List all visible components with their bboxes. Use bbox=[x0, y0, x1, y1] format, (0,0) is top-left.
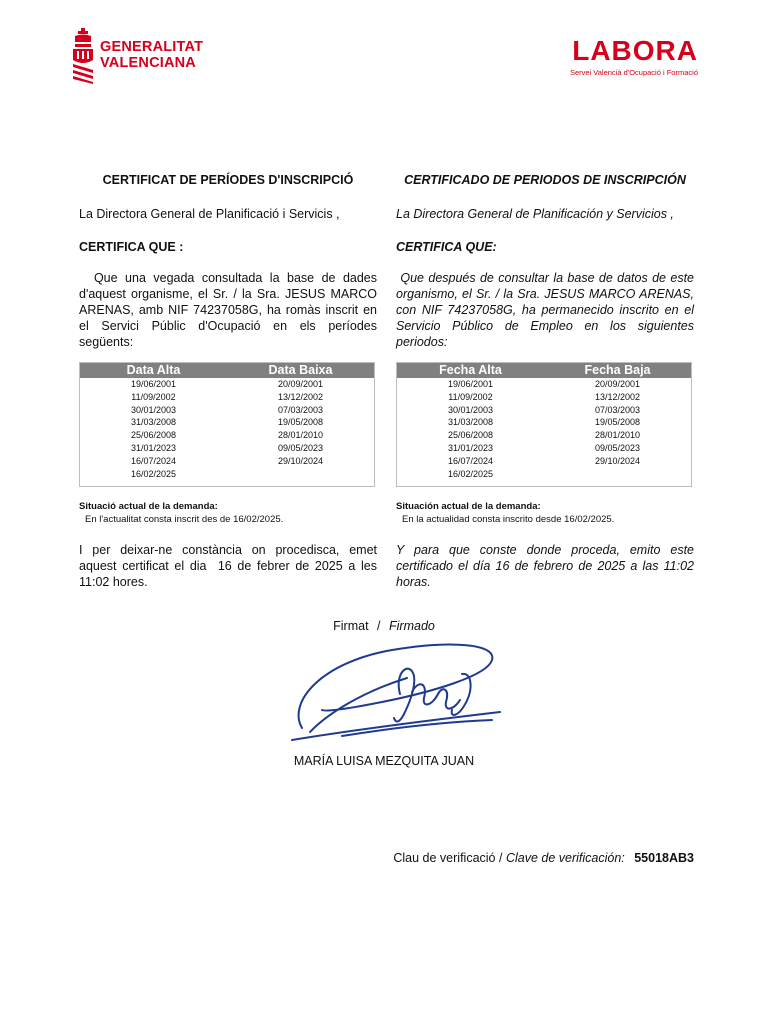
right-body: Que después de consultar la base de datos de este organismo, el Sr. / la Sra. JESUS MARCO ARENAS, con NIF 74237058G, ha permanecido inscrito en el Servicio Público de Empleo en los siguientes periodos: bbox=[396, 271, 698, 349]
signed-label bbox=[0, 619, 768, 633]
left-final: I per deixar-ne constància on procedisca, emet aquest certificat el dia 16 de febrer de 2025 a les 11:02 hores. bbox=[79, 543, 381, 589]
right-alta-cell: 19/06/2001 bbox=[447, 379, 494, 389]
right-alta-cell: 16/07/2024 bbox=[447, 455, 494, 466]
table-row bbox=[80, 404, 374, 417]
left-alta-cell: 16/02/2025 bbox=[130, 468, 177, 479]
gv-logo-line2: VALENCIANA bbox=[100, 55, 196, 71]
signed-separator: / bbox=[377, 619, 381, 633]
right-situacion-title: Situación actual de la demanda: bbox=[396, 501, 541, 512]
table-row bbox=[80, 416, 374, 429]
right-baixa-cell: 19/05/2008 bbox=[594, 417, 641, 428]
right-alta-cell: 25/06/2008 bbox=[447, 430, 494, 441]
right-baixa-cell: 28/01/2010 bbox=[594, 430, 641, 441]
table-row bbox=[80, 442, 374, 455]
right-alta-cell: 11/09/2002 bbox=[448, 391, 493, 402]
right-alta-cell: 30/01/2003 bbox=[447, 404, 494, 415]
left-alta-cell: 30/01/2003 bbox=[130, 404, 177, 415]
right-baixa-cell: 07/03/2003 bbox=[594, 404, 641, 415]
left-column-valencian bbox=[79, 172, 381, 590]
labora-logo bbox=[560, 36, 710, 78]
right-alta-cell: 31/03/2008 bbox=[447, 417, 494, 428]
right-situacion-text: En la actualidad consta inscrito desde 16/02/2025. bbox=[402, 514, 615, 525]
left-alta-cell: 31/01/2023 bbox=[130, 442, 177, 453]
right-baixa-cell bbox=[544, 468, 691, 481]
table-row bbox=[397, 404, 691, 417]
left-situacio-title: Situació actual de la demanda: bbox=[79, 501, 218, 512]
gv-logo-line1: GENERALITAT bbox=[100, 39, 204, 55]
right-col-alta: Fecha Alta bbox=[439, 363, 502, 377]
left-baixa-cell bbox=[227, 468, 374, 481]
left-table-header bbox=[80, 363, 374, 378]
left-alta-cell: 11/09/2002 bbox=[131, 391, 176, 402]
table-row bbox=[397, 455, 691, 468]
left-alta-cell: 31/03/2008 bbox=[130, 417, 177, 428]
left-col-alta: Data Alta bbox=[126, 363, 181, 377]
right-certifica: CERTIFICA QUE: bbox=[396, 240, 497, 254]
table-row bbox=[80, 468, 374, 481]
left-baixa-cell: 19/05/2008 bbox=[277, 417, 324, 428]
handwritten-signature bbox=[282, 632, 502, 747]
right-alta-cell: 16/02/2025 bbox=[447, 468, 494, 479]
right-col-baja: Fecha Baja bbox=[584, 363, 651, 377]
left-table-body bbox=[80, 378, 374, 480]
left-baixa-cell: 20/09/2001 bbox=[277, 379, 324, 389]
left-baixa-cell: 09/05/2023 bbox=[277, 442, 324, 453]
left-periods-table bbox=[79, 362, 375, 487]
left-baixa-cell: 29/10/2024 bbox=[277, 455, 324, 466]
left-situacio-text: En l'actualitat consta inscrit des de 16/02/2025. bbox=[85, 514, 284, 525]
right-baixa-cell: 20/09/2001 bbox=[594, 379, 641, 389]
table-row bbox=[397, 442, 691, 455]
right-baixa-cell: 09/05/2023 bbox=[594, 442, 641, 453]
labora-title: LABORA bbox=[572, 35, 698, 66]
verification-label-es: Clave de verificación: bbox=[505, 851, 625, 865]
verification-label-va: Clau de verificació / bbox=[393, 851, 503, 865]
table-row bbox=[80, 429, 374, 442]
table-row bbox=[397, 416, 691, 429]
left-alta-cell: 16/07/2024 bbox=[130, 455, 177, 466]
table-row bbox=[80, 391, 374, 404]
labora-subtitle: Servei Valencià d'Ocupació i Formació bbox=[569, 68, 698, 77]
table-row bbox=[397, 391, 691, 404]
left-baixa-cell: 07/03/2003 bbox=[277, 404, 324, 415]
table-row bbox=[397, 378, 691, 391]
right-table-header bbox=[397, 363, 691, 378]
left-col-baixa: Data Baixa bbox=[268, 363, 333, 377]
firmado-label: Firmado bbox=[389, 619, 435, 633]
right-periods-table bbox=[396, 362, 692, 487]
table-row bbox=[397, 429, 691, 442]
right-baixa-cell: 29/10/2024 bbox=[594, 455, 641, 466]
right-table-body bbox=[397, 378, 691, 480]
left-certifica: CERTIFICA QUE : bbox=[79, 240, 184, 254]
right-baixa-cell: 13/12/2002 bbox=[594, 391, 641, 402]
right-column-spanish bbox=[396, 172, 698, 590]
table-row bbox=[80, 378, 374, 391]
generalitat-crest-icon bbox=[72, 28, 94, 84]
left-alta-cell: 19/06/2001 bbox=[130, 379, 177, 389]
generalitat-valenciana-logo bbox=[72, 28, 222, 86]
table-row bbox=[80, 455, 374, 468]
right-final: Y para que conste donde proceda, emito este certificado el día 16 de febrero de 2025 a las 11:02 horas. bbox=[396, 543, 698, 589]
right-heading: CERTIFICADO DE PERIODOS DE INSCRIPCIÓN bbox=[404, 173, 686, 187]
left-directora: La Directora General de Planificació i Servicis , bbox=[79, 207, 340, 221]
left-baixa-cell: 13/12/2002 bbox=[277, 391, 324, 402]
right-alta-cell: 31/01/2023 bbox=[447, 442, 494, 453]
firmat-label: Firmat bbox=[333, 619, 369, 633]
signer-name: MARÍA LUISA MEZQUITA JUAN bbox=[293, 754, 475, 768]
table-row bbox=[397, 468, 691, 481]
left-body: Que una vegada consultada la base de dades d'aquest organisme, el Sr. / la Sra. JESUS MARCO ARENAS, amb NIF 74237058G, ha romàs inscrit en el Servici Públic d'Ocupació en els períodes següents: bbox=[79, 271, 381, 349]
left-baixa-cell: 28/01/2010 bbox=[277, 430, 324, 441]
verification-line bbox=[300, 851, 694, 865]
left-heading: CERTIFICAT DE PERÍODES D'INSCRIPCIÓ bbox=[102, 173, 354, 187]
verification-code: 55018AB3 bbox=[634, 851, 694, 865]
left-alta-cell: 25/06/2008 bbox=[130, 430, 177, 441]
right-directora: La Directora General de Planificación y Servicios , bbox=[396, 207, 674, 221]
